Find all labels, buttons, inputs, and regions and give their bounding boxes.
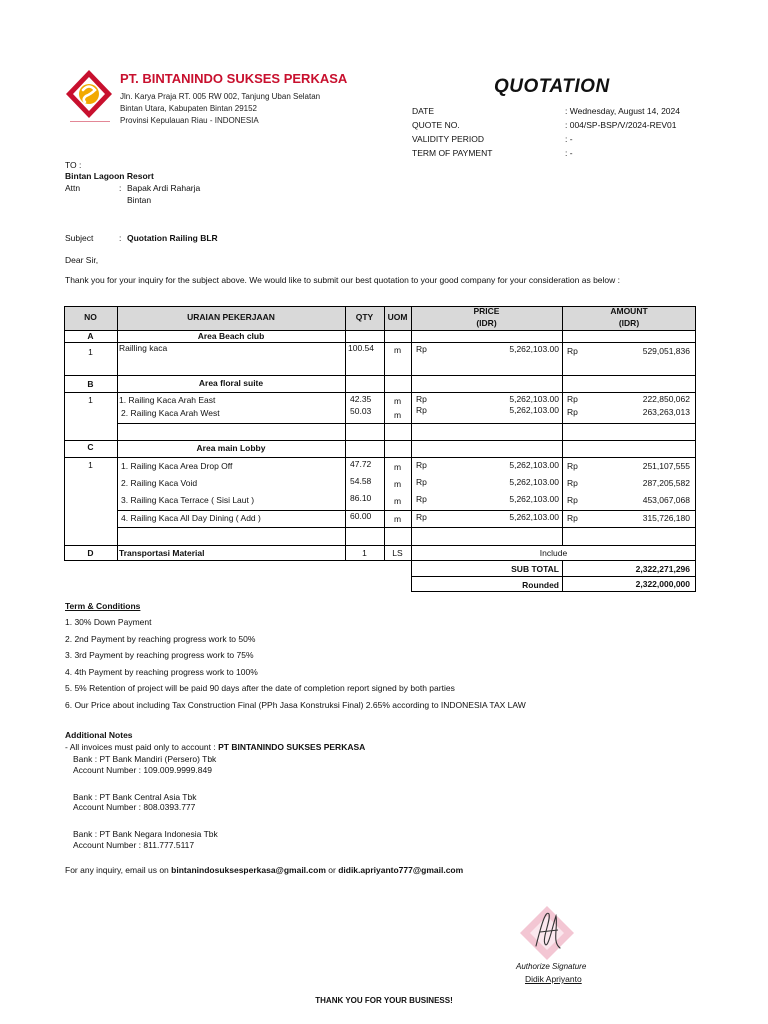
terms-item: 4. 4th Payment by reaching progress work to 100% [65, 666, 258, 677]
subject-colon: : [119, 233, 122, 243]
invoice-company: PT BINTANINDO SUKSES PERKASA [218, 742, 366, 752]
row-amount: 222,850,062 [642, 394, 690, 404]
terms-list [65, 617, 526, 716]
attn-name: Bapak Ardi Raharja [127, 183, 201, 193]
row-qty: 47.72 [350, 459, 372, 469]
notes-heading: Additional Notes [65, 730, 133, 740]
section-code: A [87, 331, 94, 341]
col-header-price-unit: (IDR) [476, 318, 497, 328]
signature-label: Authorize Signature [516, 962, 587, 971]
row-price-currency: Rp [416, 512, 427, 522]
inquiry-prefix: For any inquiry, email us on [65, 865, 169, 875]
terms-heading: Term & Conditions [65, 601, 141, 611]
terms-item: 1. 30% Down Payment [65, 617, 152, 627]
bank-account: Account Number : 808.0393.777 [73, 802, 196, 813]
row-no: 1 [88, 347, 93, 357]
meta-label-quote-no: QUOTE NO. [412, 120, 460, 130]
row-amount-currency: Rp [567, 495, 578, 505]
row-description: 2. Railing Kaca Arah West [121, 408, 220, 418]
invoice-instruction [65, 742, 365, 752]
table-border [117, 510, 696, 511]
meta-label-payment-term: TERM OF PAYMENT [412, 148, 493, 158]
meta-value-validity: : - [565, 134, 573, 144]
col-header-amount: AMOUNT [610, 306, 648, 316]
signatory-name: Didik Apriyanto [525, 974, 582, 984]
row-price-currency: Rp [416, 494, 427, 504]
row-uom: m [393, 496, 402, 506]
invoice-prefix: - All invoices must paid only to account : [65, 742, 216, 752]
company-logo [64, 68, 114, 120]
row-amount: 251,107,555 [642, 461, 690, 471]
meta-value-payment-term: : - [565, 148, 573, 158]
transport-note: Include [539, 548, 568, 558]
attn-label: Attn [65, 183, 81, 193]
greeting: Dear Sir, [65, 255, 99, 265]
row-amount: 287,205,582 [642, 478, 690, 488]
row-description: Railling kaca [119, 343, 168, 353]
row-price: 5,262,103.00 [509, 460, 559, 470]
row-description: 1. Railing Kaca Area Drop Off [121, 461, 233, 471]
table-border [117, 527, 696, 528]
row-price: 5,262,103.00 [509, 405, 559, 415]
bank-name: Bank : PT Bank Mandiri (Persero) Tbk [73, 754, 217, 764]
company-name: PT. BINTANINDO SUKSES PERKASA [120, 71, 348, 86]
row-price: 5,262,103.00 [509, 512, 559, 522]
row-amount-currency: Rp [567, 513, 578, 523]
recipient-name: Bintan Lagoon Resort [65, 171, 154, 181]
col-header-qty: QTY [355, 312, 374, 322]
row-description: 3. Railing Kaca Terrace ( Sisi Laut ) [121, 495, 255, 505]
row-qty: 50.03 [350, 406, 372, 416]
row-amount: 529,051,836 [642, 346, 690, 356]
row-price: 5,262,103.00 [509, 394, 559, 404]
row-amount: 315,726,180 [642, 513, 690, 523]
col-header-price: PRICE [473, 306, 500, 316]
row-price-currency: Rp [416, 477, 427, 487]
company-address-line: Provinsi Kepulauan Riau - INDONESIA [120, 116, 259, 125]
row-qty: 86.10 [350, 493, 372, 503]
table-border [64, 392, 696, 393]
table-border [64, 560, 696, 561]
section-title: Area floral suite [198, 378, 264, 388]
row-amount-currency: Rp [567, 478, 578, 488]
terms-item: 5. 5% Retention of project will be paid 90 days after the date of completion report signed by both parties [65, 683, 455, 693]
quotation-table [64, 306, 696, 592]
row-description: 4. Railing Kaca All Day Dining ( Add ) [121, 513, 261, 523]
company-address-line: Bintan Utara, Kabupaten Bintan 29152 [120, 104, 257, 113]
row-description: 2. Railing Kaca Void [121, 478, 198, 488]
row-description: 1. Railing Kaca Arah East [119, 395, 216, 405]
company-address-line: Jln. Karya Praja RT. 005 RW 002, Tanjung Uban Selatan [120, 92, 321, 101]
table-border [117, 306, 118, 560]
row-qty: 100.54 [348, 343, 374, 353]
row-uom: m [393, 410, 402, 420]
terms-item: 6. Our Price about including Tax Construction Final (PPh Jasa Konstruksi Final) 2.65% according to INDONESIA TAX LAW [65, 699, 526, 710]
meta-label-validity: VALIDITY PERIOD [412, 134, 484, 144]
row-qty: 42.35 [350, 394, 372, 404]
row-price: 5,262,103.00 [509, 344, 559, 354]
row-price: 5,262,103.00 [509, 494, 559, 504]
document-title: QUOTATION [494, 76, 610, 97]
row-amount-currency: Rp [567, 461, 578, 471]
section-code: B [87, 379, 94, 389]
rounded-label: Rounded [522, 580, 559, 590]
col-header-no: NO [84, 312, 97, 322]
meta-value-date: : Wednesday, August 14, 2024 [565, 106, 680, 116]
to-label: TO : [65, 160, 82, 170]
row-price-currency: Rp [416, 344, 427, 354]
section-code: C [87, 442, 94, 452]
subtotal-value: 2,322,271,296 [635, 564, 690, 574]
row-price: 5,262,103.00 [509, 477, 559, 487]
table-border [117, 423, 696, 424]
transport-uom: LS [392, 548, 403, 558]
inquiry-email-secondary[interactable]: didik.apriyanto777@gmail.com [338, 865, 464, 875]
subject-value: Quotation Railing BLR [127, 233, 218, 243]
attn-place: Bintan [127, 195, 152, 205]
inquiry-email-primary[interactable]: bintanindosuksesperkasa@gmail.com [171, 865, 326, 875]
row-amount: 263,263,013 [642, 407, 690, 417]
table-border [411, 576, 696, 577]
col-header-uom: UOM [387, 312, 408, 322]
row-uom: m [393, 462, 402, 472]
subject-label: Subject [65, 233, 94, 243]
table-border [64, 545, 696, 546]
row-amount-currency: Rp [567, 394, 578, 404]
meta-value-quote-no: : 004/SP-BSP/V/2024-REV01 [565, 120, 677, 130]
logo-underline [70, 121, 110, 122]
terms-item: 3. 3rd Payment by reaching progress work to 75% [65, 650, 254, 660]
row-uom: m [393, 479, 402, 489]
row-price-currency: Rp [416, 394, 427, 404]
bank-account: Account Number : 811.777.5117 [73, 839, 195, 850]
footer-thanks: THANK YOU FOR YOUR BUSINESS! [315, 996, 453, 1005]
col-header-amount-unit: (IDR) [618, 318, 640, 328]
bank-account: Account Number : 109.009.9999.849 [73, 764, 212, 775]
row-uom: m [393, 345, 402, 355]
table-border [345, 306, 346, 560]
bank-name: Bank : PT Bank Negara Indonesia Tbk [73, 829, 218, 840]
table-border [64, 306, 65, 560]
row-amount-currency: Rp [567, 346, 578, 356]
row-qty: 60.00 [350, 511, 372, 521]
table-border [64, 440, 696, 441]
row-qty: 54.58 [350, 476, 372, 486]
transport-description: Transportasi Material [119, 548, 205, 558]
row-uom: m [393, 396, 402, 406]
subtotal-label: SUB TOTAL [511, 564, 559, 574]
signature-image [516, 902, 578, 964]
row-price-currency: Rp [416, 405, 427, 415]
table-border [64, 457, 696, 458]
company-logo-icon [64, 68, 114, 120]
inquiry-line [65, 865, 463, 875]
table-border [64, 375, 696, 376]
inquiry-or: or [328, 865, 336, 875]
rounded-value: 2,322,000,000 [635, 579, 690, 589]
bank-name: Bank : PT Bank Central Asia Tbk [73, 791, 197, 802]
row-amount: 453,067,068 [642, 495, 690, 505]
terms-item: 2. 2nd Payment by reaching progress work to 50% [65, 633, 256, 644]
row-no: 1 [88, 460, 93, 470]
attn-colon: : [119, 183, 122, 193]
row-no: 1 [88, 395, 93, 405]
section-title: Area main Lobby [196, 443, 266, 453]
row-amount-currency: Rp [567, 407, 578, 417]
section-title: Area Beach club [197, 331, 265, 341]
col-header-description: URAIAN PEKERJAAN [187, 312, 275, 322]
transport-code: D [87, 548, 94, 558]
bank-list [73, 754, 218, 851]
table-border [411, 591, 696, 592]
row-price-currency: Rp [416, 460, 427, 470]
row-uom: m [393, 514, 402, 524]
intro-text: Thank you for your inquiry for the subject above. We would like to submit our best quotation to your good company for your consideration as below : [65, 275, 621, 285]
meta-label-date: DATE [412, 106, 435, 116]
transport-qty: 1 [362, 548, 367, 558]
